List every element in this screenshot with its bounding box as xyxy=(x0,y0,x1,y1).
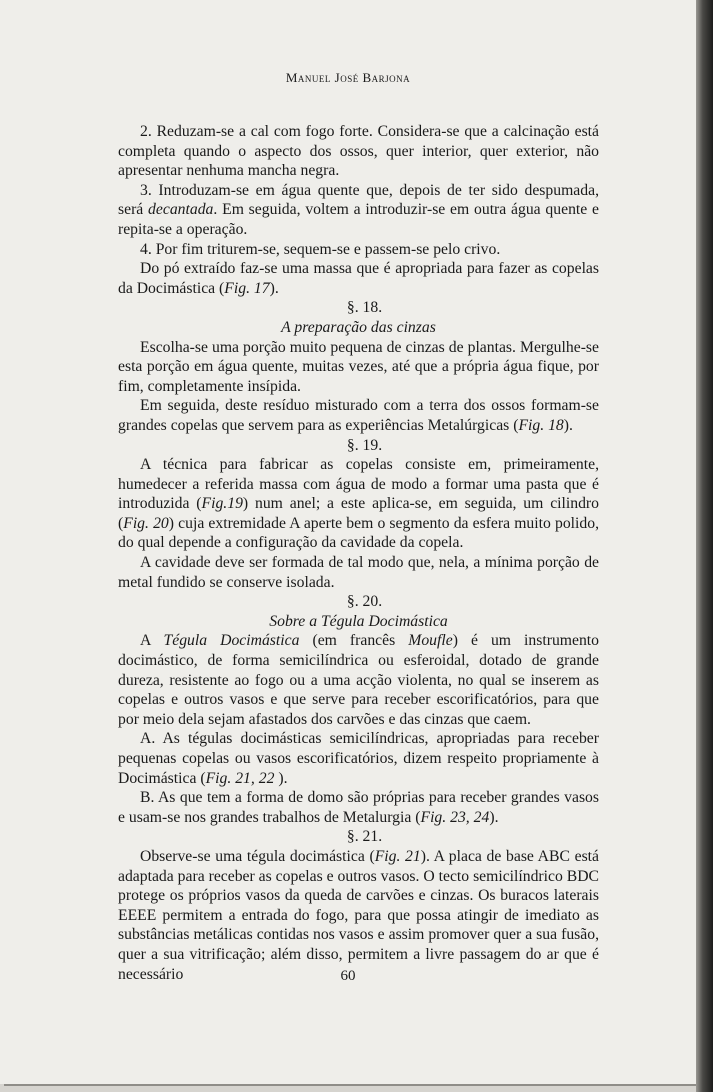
text-run: ) cuja extremidade A aperte bem o segmento da esfera muito polido, do qual depende a configuração da cavidade da copela. xyxy=(118,514,599,552)
section-number xyxy=(118,827,599,847)
italic-run: A preparação das cinzas xyxy=(281,318,436,336)
section-heading xyxy=(118,612,599,632)
italic-run: Fig.19 xyxy=(201,495,243,513)
text-run: ). A placa de base ABC está adaptada para receber as copelas e outros vasos. O tecto semicilíndrico BDC protege os próprios vasos da queda de carvões e cinzas. Os buracos laterais EEEE permitem a entrada do fogo, para que possa atingir de imediato as substâncias metálicas contidas nos vasos e assim promover quer a sua fusão, quer a sua vitrificação; além disso, permitem a livre passagem do ar que é necessário xyxy=(118,847,599,983)
text-run: Observe-se uma tégula docimástica ( xyxy=(140,847,375,865)
paragraph xyxy=(118,259,599,298)
italic-run: Fig. 21 xyxy=(374,847,421,865)
paragraph xyxy=(118,847,599,984)
paragraph xyxy=(118,181,599,240)
running-header: Manuel José Barjona xyxy=(285,70,411,85)
book-spine-shadow xyxy=(696,0,713,1092)
text-run: 4. Por fim triturem-se, sequem-se e passem-se pelo crivo. xyxy=(140,240,501,258)
paragraph xyxy=(118,631,599,729)
text-run: A xyxy=(140,632,164,650)
text-run: ). xyxy=(563,416,573,434)
paragraph xyxy=(118,455,599,553)
text-run: ). xyxy=(269,279,279,297)
section-number xyxy=(118,436,599,456)
text-run: ). xyxy=(489,808,499,826)
text-run: §. 18. xyxy=(346,299,383,317)
text-run: §. 19. xyxy=(346,436,383,454)
italic-run: Fig. 17 xyxy=(224,279,270,297)
text-run: §. 20. xyxy=(346,593,383,611)
page-number: 60 xyxy=(340,968,356,984)
section-number xyxy=(118,298,599,318)
italic-run: Fig. 20 xyxy=(123,514,169,532)
text-run: A técnica para fabricar as copelas consiste em, primeiramente, humedecer a referida massa com água de modo a formar uma pasta que é introduzida ( xyxy=(118,456,599,513)
paragraph xyxy=(118,729,599,788)
italic-run: Tégula Docimástica xyxy=(163,632,300,650)
paragraph xyxy=(118,553,599,592)
text-run: Em seguida, deste resíduo misturado com a terra dos ossos formam-se grandes copelas que servem para as experiências Metalúrgicas ( xyxy=(118,397,599,434)
text-run: A. As tégulas docimásticas semicilíndricas, apropriadas para receber pequenas copelas ou vasos escorificatórios, dizem respeito propriamente à Docimástica ( xyxy=(118,730,599,787)
text-run: A cavidade deve ser formada de tal modo que, nela, a mínima porção de metal fundido se conserve isolada. xyxy=(118,554,599,591)
paragraph xyxy=(118,240,599,260)
text-run: 2. Reduzam-se a cal com fogo forte. Considera-se que a calcinação está completa quando o aspecto dos ossos, quer interior, quer exterior, não apresentar nenhuma mancha negra. xyxy=(118,123,599,180)
text-run: §. 21. xyxy=(346,828,383,846)
italic-run: Fig. 18 xyxy=(518,416,564,434)
text-run: B. As que tem a forma de domo são próprias para receber grandes vasos e usam-se nos grandes trabalhos de Metalurgia ( xyxy=(118,789,599,826)
paragraph xyxy=(118,338,599,397)
paragraph xyxy=(118,122,599,181)
text-run: 3. Introduzam-se em água quente que, depois de ter sido despumada, será xyxy=(118,181,599,219)
section-number xyxy=(118,592,599,612)
text-run: ) é um instrumento docimástico, de forma semicilíndrica ou esferoidal, dotado de grande dureza, resistente ao fogo ou a uma acção violenta, no qual se inserem as copelas e outros vasos e que serve para receber escorificatórios, para que por meio dela sejam afastados dos carvões e das cinzas que caem. xyxy=(118,632,599,728)
text-run: Escolha-se uma porção muito pequena de cinzas de plantas. Mergulhe-se esta porção em água quente, muitas vezes, até que a própria água fique, por fim, completamente insípida. xyxy=(118,338,599,395)
italic-run: Fig. 21, 22 xyxy=(205,769,275,787)
text-run: (em francês xyxy=(299,632,409,650)
paragraph xyxy=(118,396,599,435)
text-run: ). xyxy=(274,769,288,787)
paragraph xyxy=(118,788,599,827)
text-run: Do pó extraído faz-se uma massa que é apropriada para fazer as copelas da Docimástica ( xyxy=(118,260,599,297)
italic-run: decantada xyxy=(148,201,214,219)
italic-run: Moufle xyxy=(408,632,453,650)
italic-run: Fig. 23, 24 xyxy=(420,808,490,826)
section-heading xyxy=(118,318,599,338)
page-body-text xyxy=(118,122,599,984)
text-run: . Em seguida, voltem a introduzir-se em outra água quente e repita-se a operação. xyxy=(118,201,599,238)
italic-run: Sobre a Tégula Docimástica xyxy=(269,612,448,630)
text-run: ) num anel; a este aplica-se, em seguida, um cilindro ( xyxy=(118,495,599,532)
